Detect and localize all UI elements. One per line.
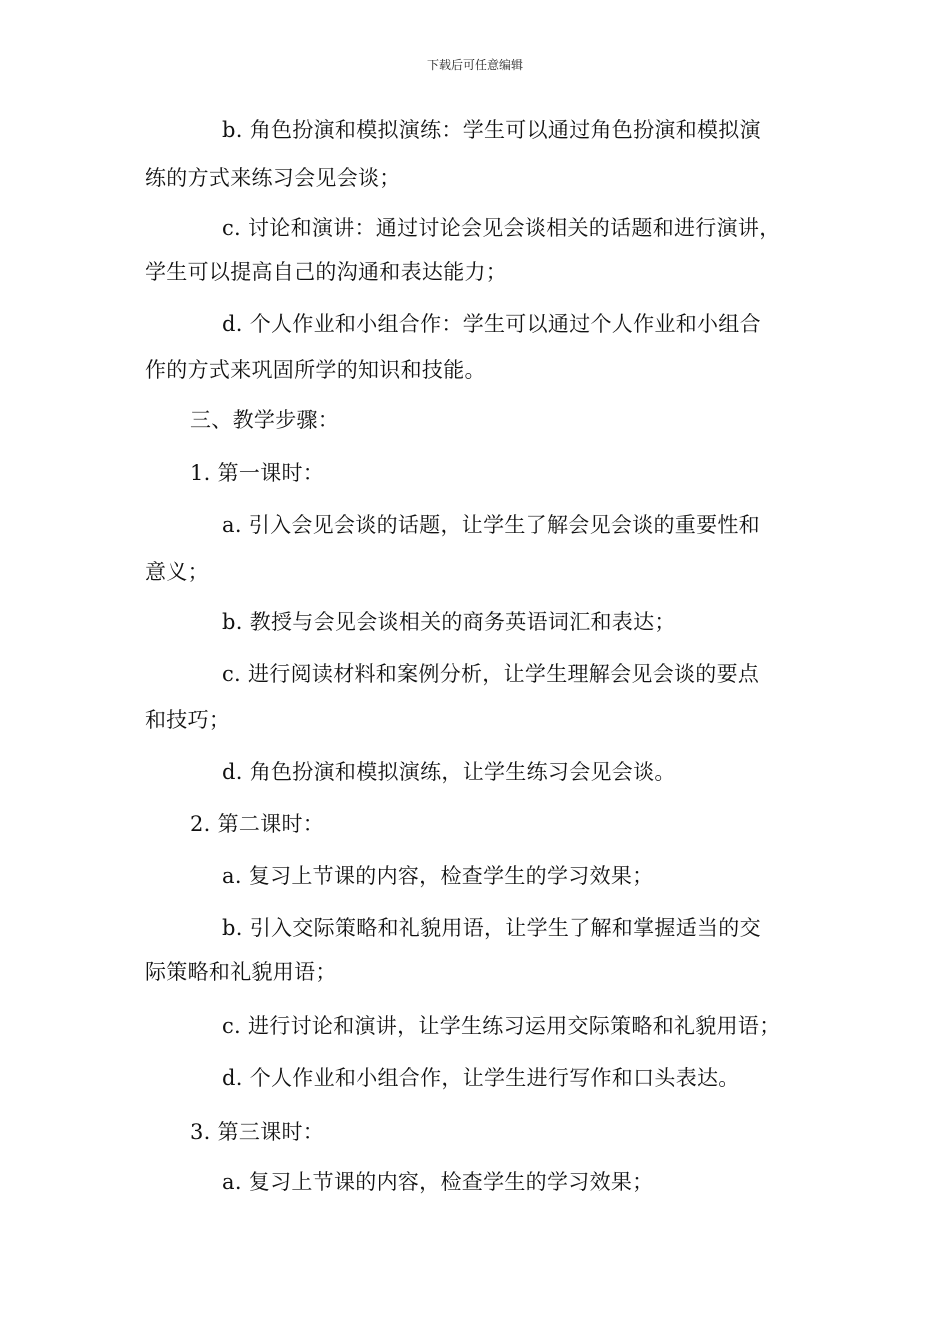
paragraph-line: 和技巧； (145, 708, 231, 732)
paragraph-line: b. 引入交际策略和礼貌用语，让学生了解和掌握适当的交 (222, 916, 761, 940)
paragraph-line: 学生可以提高自己的沟通和表达能力； (145, 260, 508, 284)
paragraph-line: b. 教授与会见会谈相关的商务英语词汇和表达； (222, 610, 676, 634)
paragraph-line: 练的方式来练习会见会谈； (145, 166, 401, 190)
paragraph-line: 作的方式来巩固所学的知识和技能。 (145, 358, 486, 382)
paragraph-line: 意义； (145, 560, 209, 584)
lesson-heading: 2. 第二课时： (190, 812, 325, 836)
paragraph-line: c. 进行讨论和演讲，让学生练习运用交际策略和礼貌用语； (222, 1014, 781, 1038)
paragraph-line: a. 引入会见会谈的话题，让学生了解会见会谈的重要性和 (222, 513, 760, 537)
paragraph-line: d. 角色扮演和模拟演练，让学生练习会见会谈。 (222, 760, 676, 784)
section-heading: 三、教学步骤： (190, 408, 340, 432)
paragraph-line: a. 复习上节课的内容，检查学生的学习效果； (222, 1170, 654, 1194)
paragraph-line: d. 个人作业和小组合作：学生可以通过个人作业和小组合 (222, 312, 761, 336)
lesson-heading: 3. 第三课时： (190, 1120, 325, 1144)
page-header: 下载后可任意编辑 (426, 58, 523, 72)
lesson-heading: 1. 第一课时： (190, 461, 325, 485)
paragraph-line: a. 复习上节课的内容，检查学生的学习效果； (222, 864, 654, 888)
paragraph-line: c. 讨论和演讲：通过讨论会见会谈相关的话题和进行演讲， (222, 216, 781, 240)
paragraph-line: c. 进行阅读材料和案例分析，让学生理解会见会谈的要点 (222, 662, 760, 686)
paragraph-line: d. 个人作业和小组合作，让学生进行写作和口头表达。 (222, 1066, 740, 1090)
paragraph-line: 际策略和礼貌用语； (145, 960, 337, 984)
paragraph-line: b. 角色扮演和模拟演练：学生可以通过角色扮演和模拟演 (222, 118, 761, 142)
